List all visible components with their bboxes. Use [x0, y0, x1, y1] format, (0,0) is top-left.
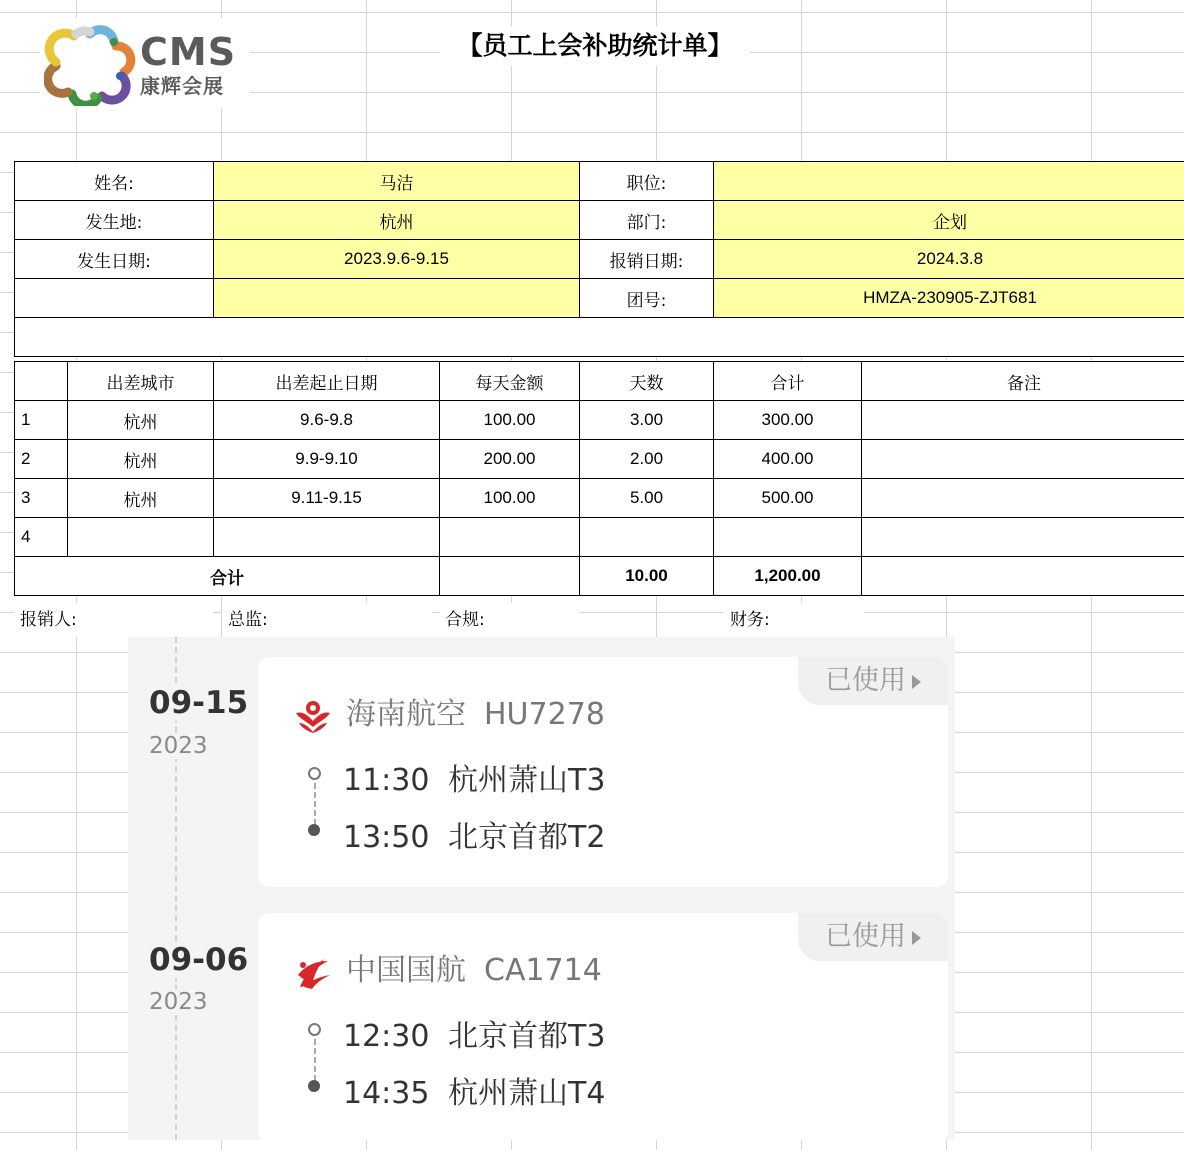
cell-note[interactable] — [862, 440, 1184, 479]
dept-value[interactable]: 企划 — [714, 201, 1184, 240]
director-label: 总监: — [222, 603, 432, 637]
flight-records-panel — [128, 637, 955, 1140]
total-label: 合计 — [15, 557, 440, 596]
departure-airport: 北京首都T3 — [448, 1019, 606, 1054]
date-value[interactable]: 2023.9.6-9.15 — [214, 240, 580, 279]
claimant-label: 报销人: — [14, 603, 213, 637]
airline-name: 海南航空 — [346, 697, 466, 732]
cell-city[interactable]: 杭州 — [68, 440, 214, 479]
cell-daily[interactable]: 100.00 — [440, 479, 580, 518]
cell-note[interactable] — [862, 479, 1184, 518]
air-china-logo-icon — [294, 955, 332, 989]
total-row — [15, 557, 1184, 596]
row-index: 2 — [15, 440, 68, 479]
date-label: 发生日期: — [15, 240, 214, 279]
table-row — [15, 440, 1184, 479]
table-row — [15, 401, 1184, 440]
flight-date: 09-06 — [149, 942, 249, 978]
chevron-right-icon — [912, 675, 921, 689]
name-value[interactable]: 马洁 — [214, 162, 580, 201]
cell-dates[interactable]: 9.11-9.15 — [214, 479, 440, 518]
location-value[interactable]: 杭州 — [214, 201, 580, 240]
departure-dot-icon — [308, 1023, 321, 1036]
cell-daily[interactable]: 100.00 — [440, 401, 580, 440]
airline-name: 中国国航 — [346, 953, 466, 988]
cell-city[interactable]: 杭州 — [68, 479, 214, 518]
airline-row — [294, 945, 602, 989]
reimb-date-value[interactable]: 2024.3.8 — [714, 240, 1184, 279]
status-badge[interactable] — [798, 657, 948, 705]
empty-label — [15, 279, 214, 318]
cell-daily[interactable] — [440, 518, 580, 557]
col-header: 出差起止日期 — [214, 362, 440, 401]
info-table — [14, 161, 1184, 357]
dept-label: 部门: — [580, 201, 714, 240]
flight-date: 09-15 — [149, 685, 249, 721]
cell-subtotal[interactable]: 400.00 — [714, 440, 862, 479]
empty-value[interactable] — [214, 279, 580, 318]
col-header: 合计 — [714, 362, 862, 401]
status-text: 已使用 — [825, 665, 906, 696]
items-table — [14, 361, 1184, 596]
flight-card[interactable] — [258, 913, 948, 1140]
group-label: 团号: — [580, 279, 714, 318]
arrival-time: 14:35 — [343, 1076, 430, 1111]
location-label: 发生地: — [15, 201, 214, 240]
row-index: 3 — [15, 479, 68, 518]
position-label: 职位: — [580, 162, 714, 201]
finance-label: 财务: — [724, 603, 864, 637]
arrival-dot-icon — [308, 824, 320, 836]
cell-days[interactable]: 5.00 — [580, 479, 714, 518]
arrival-airport: 北京首都T2 — [448, 820, 606, 855]
flight-year: 2023 — [149, 733, 208, 759]
logo-text: CMS — [140, 30, 237, 74]
flight-card[interactable] — [258, 657, 948, 887]
name-label: 姓名: — [15, 162, 214, 201]
cell-daily[interactable]: 200.00 — [440, 440, 580, 479]
total-days: 10.00 — [580, 557, 714, 596]
col-header: 出差城市 — [68, 362, 214, 401]
status-badge[interactable] — [798, 913, 948, 961]
cell-dates[interactable]: 9.9-9.10 — [214, 440, 440, 479]
table-row — [15, 518, 1184, 557]
logo-subtext: 康辉会展 — [140, 74, 224, 98]
departure-airport: 杭州萧山T3 — [448, 763, 606, 798]
arrival-dot-icon — [308, 1080, 320, 1092]
cell-subtotal[interactable] — [714, 518, 862, 557]
cell-note[interactable] — [862, 518, 1184, 557]
document-title: 【员工上会补助统计单】 — [440, 26, 750, 66]
arrival-airport: 杭州萧山T4 — [448, 1076, 606, 1111]
cms-flower-icon — [44, 20, 136, 106]
cell-days[interactable]: 2.00 — [580, 440, 714, 479]
arrival-row — [308, 1068, 605, 1112]
cell-city[interactable]: 杭州 — [68, 401, 214, 440]
cell-subtotal[interactable]: 500.00 — [714, 479, 862, 518]
table-row — [15, 479, 1184, 518]
reimb-date-label: 报销日期: — [580, 240, 714, 279]
status-text: 已使用 — [825, 921, 906, 952]
arrival-time: 13:50 — [343, 820, 430, 855]
departure-row — [308, 1011, 605, 1055]
cell-dates[interactable]: 9.6-9.8 — [214, 401, 440, 440]
arrival-row — [308, 812, 605, 856]
total-amount: 1,200.00 — [714, 557, 862, 596]
row-index: 4 — [15, 518, 68, 557]
cell-dates[interactable] — [214, 518, 440, 557]
company-logo — [40, 18, 250, 108]
airline-row — [294, 689, 605, 733]
departure-time: 11:30 — [343, 763, 430, 798]
cell-city[interactable] — [68, 518, 214, 557]
col-header: 天数 — [580, 362, 714, 401]
compliance-label: 合规: — [439, 603, 579, 637]
flight-number: CA1714 — [484, 953, 602, 988]
departure-time: 12:30 — [343, 1019, 430, 1054]
group-value[interactable]: HMZA-230905-ZJT681 — [714, 279, 1184, 318]
table-header-row — [15, 362, 1184, 401]
hainan-airlines-logo-icon — [294, 699, 332, 733]
flight-year: 2023 — [149, 989, 208, 1015]
chevron-right-icon — [912, 931, 921, 945]
position-value[interactable] — [714, 162, 1184, 201]
cell-subtotal[interactable]: 300.00 — [714, 401, 862, 440]
departure-dot-icon — [308, 767, 321, 780]
cell-note[interactable] — [862, 401, 1184, 440]
flight-number: HU7278 — [484, 697, 605, 732]
col-header: 备注 — [862, 362, 1184, 401]
cell-days[interactable] — [580, 518, 714, 557]
col-header — [15, 362, 68, 401]
row-index: 1 — [15, 401, 68, 440]
col-header: 每天金额 — [440, 362, 580, 401]
total-note — [862, 557, 1184, 596]
departure-row — [308, 755, 605, 799]
total-daily — [440, 557, 580, 596]
spacer-row — [15, 318, 1184, 357]
cell-days[interactable]: 3.00 — [580, 401, 714, 440]
